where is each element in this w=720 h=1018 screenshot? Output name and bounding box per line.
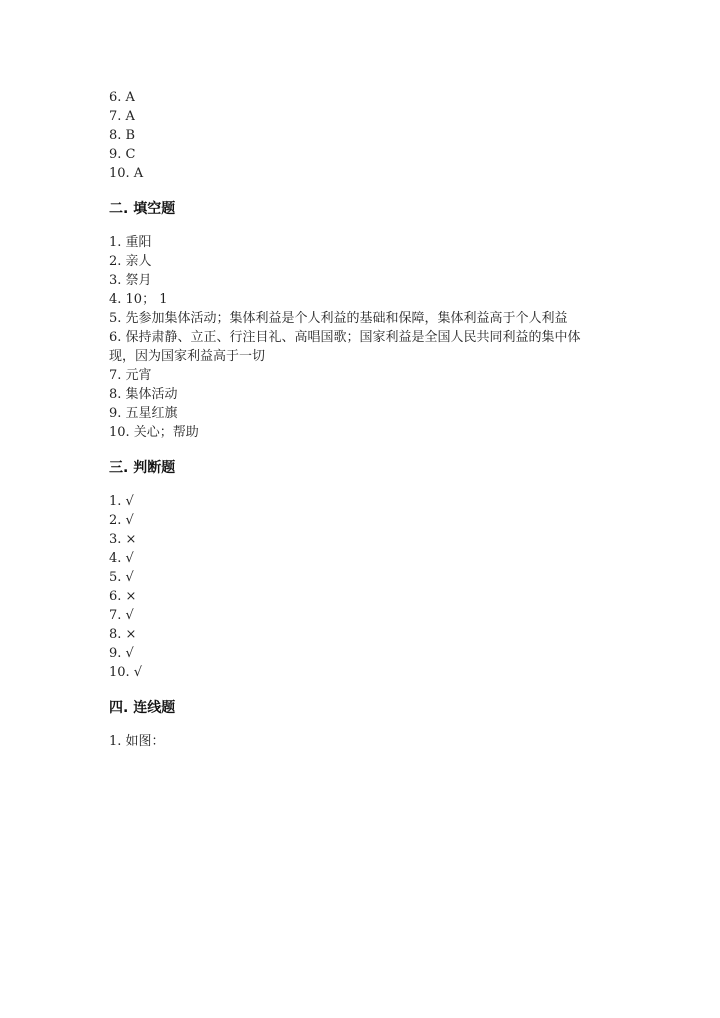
fill-blank-answers bbox=[109, 233, 609, 442]
answer-item: 6. × bbox=[109, 589, 137, 604]
answer-item: 3. × bbox=[109, 532, 137, 547]
answer-item: 1. √ bbox=[109, 494, 134, 509]
answer-item: 5. √ bbox=[109, 570, 134, 585]
answer-sheet bbox=[109, 88, 609, 751]
answer-item: 9. √ bbox=[109, 646, 134, 661]
answer-item: 6. A bbox=[109, 90, 135, 105]
matching-answers bbox=[109, 732, 609, 751]
answer-item: 9. C bbox=[109, 147, 136, 162]
answer-item: 10. √ bbox=[109, 665, 143, 680]
choice-answers bbox=[109, 88, 609, 183]
answer-item: 6. 保持肃静、立正、行注目礼、高唱国歌；国家利益是全国人民共同利益的集中体现，因为国家利益高于一切 bbox=[109, 330, 581, 364]
answer-item: 4. 10； 1 bbox=[109, 292, 168, 307]
section-heading-fill-blank: 二. 填空题 bbox=[109, 201, 176, 217]
answer-item: 8. B bbox=[109, 128, 136, 143]
answer-item: 1. 如图： bbox=[109, 734, 165, 749]
answer-item: 4. √ bbox=[109, 551, 134, 566]
answer-item: 2. √ bbox=[109, 513, 134, 528]
answer-item: 10. A bbox=[109, 166, 144, 181]
answer-item: 5. 先参加集体活动；集体利益是个人利益的基础和保障，集体利益高于个人利益 bbox=[109, 311, 568, 326]
section-heading-matching: 四. 连线题 bbox=[109, 700, 176, 716]
answer-item: 8. × bbox=[109, 627, 137, 642]
answer-item: 3. 祭月 bbox=[109, 273, 152, 288]
answer-item: 2. 亲人 bbox=[109, 254, 152, 269]
true-false-answers bbox=[109, 492, 609, 682]
answer-item: 10. 关心；帮助 bbox=[109, 425, 199, 440]
section-heading-true-false: 三. 判断题 bbox=[109, 460, 176, 476]
answer-item: 1. 重阳 bbox=[109, 235, 152, 250]
answer-item: 7. A bbox=[109, 109, 135, 124]
answer-item: 8. 集体活动 bbox=[109, 387, 178, 402]
answer-item: 9. 五星红旗 bbox=[109, 406, 178, 421]
answer-item: 7. 元宵 bbox=[109, 368, 152, 383]
answer-item: 7. √ bbox=[109, 608, 134, 623]
